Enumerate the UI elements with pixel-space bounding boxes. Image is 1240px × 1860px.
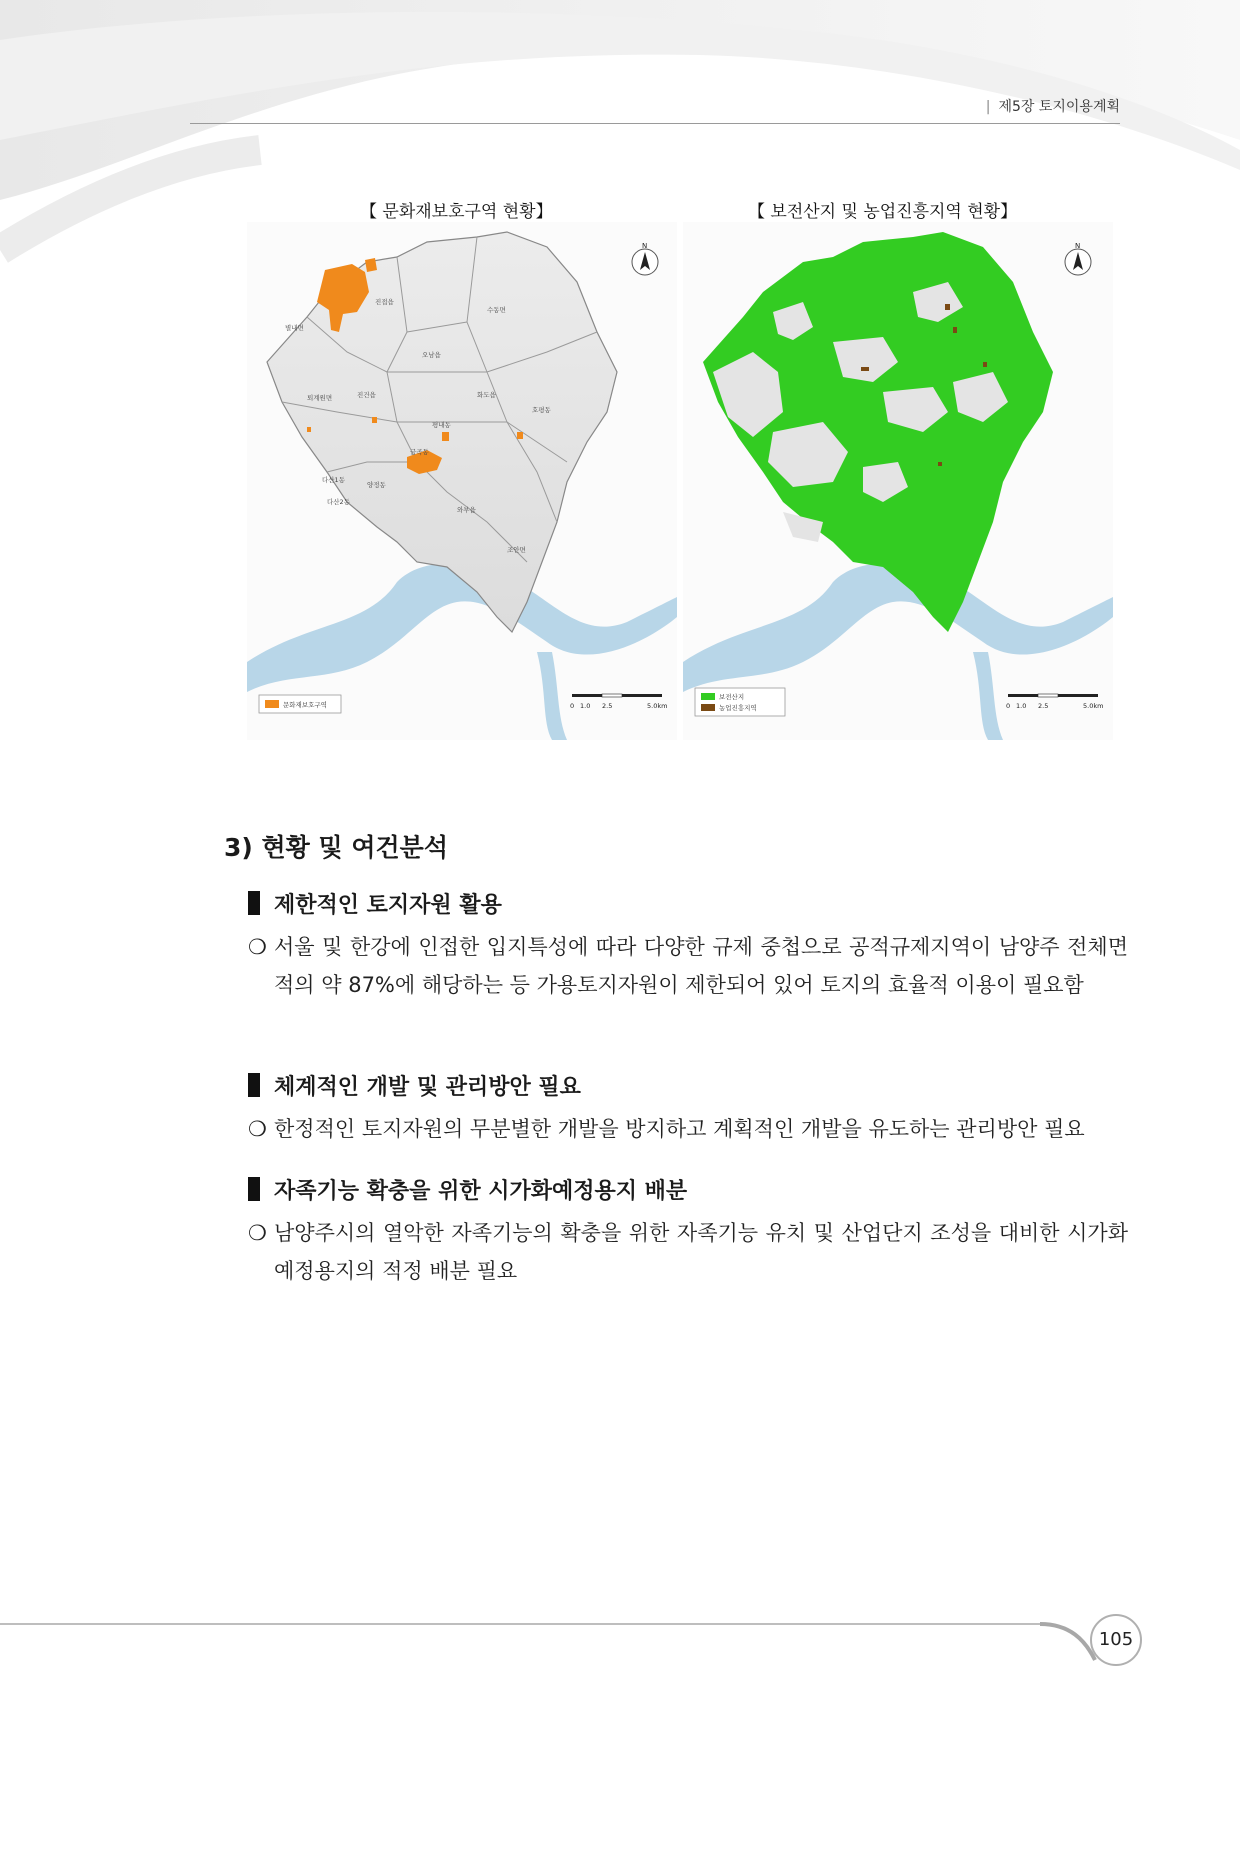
chapter-title: 제5장 토지이용계획 <box>998 99 1120 115</box>
legend-label-protection: 문화재보호구역 <box>283 701 327 709</box>
running-head <box>986 96 1120 116</box>
paragraph-text: 서울 및 한강에 인접한 입지특성에 따라 다양한 규제 중첩으로 공적규제지역이 남양주 전체면적의 약 87%에 해당하는 등 가용토지자원이 제한되어 있어 토지의 효율적 이용이 필요함 <box>274 935 1128 997</box>
place-label: 다산1동 <box>322 476 345 484</box>
header-rule <box>190 123 1120 124</box>
place-label: 진접읍 <box>375 298 394 306</box>
svg-text:N: N <box>642 242 648 250</box>
place-label: 와부읍 <box>457 506 476 514</box>
place-label: 퇴계원면 <box>307 394 333 402</box>
section-title: 3) 현황 및 여건분석 <box>224 833 448 862</box>
running-head-divider: | <box>985 99 991 115</box>
circle-bullet-icon: ❍ <box>248 1117 267 1141</box>
scale-label: 1.0 <box>580 702 591 710</box>
scale-label: 5.0km <box>647 702 668 710</box>
left-map-caption: 【 문화재보호구역 현황】 <box>360 202 553 222</box>
subheading-text: 자족기능 확충을 위한 시가화예정용지 배분 <box>274 1179 688 1204</box>
square-bullet-icon <box>248 1073 260 1097</box>
svg-text:N: N <box>1075 242 1081 250</box>
conservation-farmland-map-figure <box>683 222 1113 740</box>
subheading-limited-land <box>248 888 502 919</box>
place-label: 양정동 <box>367 481 386 489</box>
scale-label: 2.5 <box>602 702 613 710</box>
place-label: 호평동 <box>532 406 551 414</box>
conservation-farmland-map <box>683 222 1113 740</box>
legend <box>259 695 341 713</box>
place-label: 오남읍 <box>422 351 441 359</box>
scale-label: 0 <box>570 702 575 710</box>
right-map-caption: 【 보전산지 및 농업진흥지역 현황】 <box>748 202 1018 222</box>
scale-label: 1.0 <box>1016 702 1027 710</box>
paragraph-limited-land <box>248 928 1128 1046</box>
place-label: 조안면 <box>507 546 526 554</box>
place-label: 수동면 <box>487 306 506 314</box>
page-number: 105 <box>1090 1614 1142 1666</box>
place-label: 평내동 <box>432 421 451 429</box>
place-label: 다산2동 <box>327 498 350 506</box>
paragraph-systematic-development <box>248 1110 1128 1148</box>
place-label: 별내면 <box>285 324 304 332</box>
cultural-protection-map <box>247 222 677 740</box>
cultural-protection-map-figure <box>247 222 677 740</box>
scale-label: 0 <box>1006 702 1011 710</box>
paragraph-text: 남양주시의 열악한 자족기능의 확충을 위한 자족기능 유치 및 산업단지 조성을 대비한 시가화예정용지의 적정 배분 필요 <box>274 1221 1128 1283</box>
subheading-text: 체계적인 개발 및 관리방안 필요 <box>274 1075 581 1100</box>
square-bullet-icon <box>248 1177 260 1201</box>
footer-swoosh <box>0 1620 1240 1860</box>
paragraph-text: 한정적인 토지자원의 무분별한 개발을 방지하고 계획적인 개발을 유도하는 관리방안 필요 <box>274 1117 1085 1141</box>
circle-bullet-icon: ❍ <box>248 1221 267 1245</box>
square-bullet-icon <box>248 891 260 915</box>
scale-label: 2.5 <box>1038 702 1049 710</box>
circle-bullet-icon: ❍ <box>248 935 267 959</box>
legend <box>695 688 785 716</box>
subheading-text: 제한적인 토지자원 활용 <box>274 893 502 918</box>
place-label: 진건읍 <box>357 391 376 399</box>
legend-label-forest: 보전산지 <box>719 693 745 701</box>
scale-label: 5.0km <box>1083 702 1104 710</box>
paragraph-urbanization-allocation <box>248 1214 1128 1290</box>
place-label: 금곡동 <box>410 448 429 456</box>
subheading-urbanization-allocation <box>248 1174 687 1205</box>
subheading-systematic-development <box>248 1070 581 1101</box>
legend-label-farmland: 농업진흥지역 <box>719 704 757 712</box>
place-label: 화도읍 <box>477 391 496 399</box>
